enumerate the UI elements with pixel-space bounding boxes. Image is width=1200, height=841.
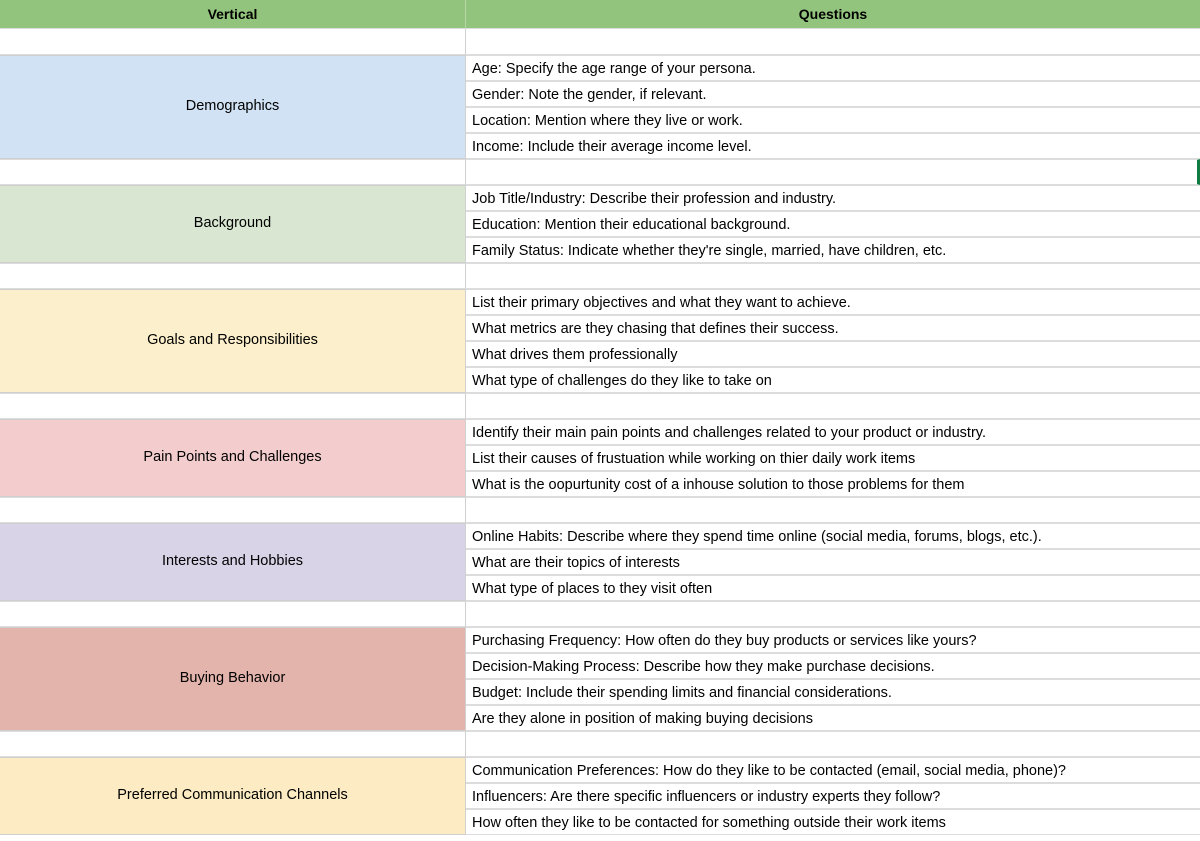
- selected-cell-questions[interactable]: [466, 159, 1200, 185]
- table-row: [0, 523, 1200, 601]
- question-cell[interactable]: Identify their main pain points and challenges related to your product or industry.: [466, 419, 1200, 445]
- table-body: [0, 28, 1200, 835]
- questions-cell-group: [466, 55, 1200, 159]
- spacer-cell-questions[interactable]: [466, 731, 1200, 757]
- question-cell[interactable]: What drives them professionally: [466, 341, 1200, 367]
- questions-cell-group: [466, 757, 1200, 835]
- column-header-vertical-label: Vertical: [207, 6, 258, 22]
- vertical-category-label: Buying Behavior: [179, 670, 286, 687]
- questions-cell-group: [466, 185, 1200, 263]
- question-cell[interactable]: Purchasing Frequency: How often do they buy products or services like yours?: [466, 627, 1200, 653]
- question-cell[interactable]: Education: Mention their educational background.: [466, 211, 1200, 237]
- question-cell[interactable]: Gender: Note the gender, if relevant.: [466, 81, 1200, 107]
- vertical-category-cell[interactable]: [0, 419, 466, 497]
- question-cell[interactable]: List their causes of frustuation while working on thier daily work items: [466, 445, 1200, 471]
- question-cell[interactable]: Communication Preferences: How do they like to be contacted (email, social media, phone)?: [466, 757, 1200, 783]
- vertical-category-cell[interactable]: [0, 55, 466, 159]
- vertical-category-label: Preferred Communication Channels: [117, 787, 348, 804]
- vertical-category-cell[interactable]: [0, 757, 466, 835]
- table-row: [0, 185, 1200, 263]
- spacer-cell-vertical[interactable]: [0, 393, 466, 419]
- question-cell[interactable]: Decision-Making Process: Describe how they make purchase decisions.: [466, 653, 1200, 679]
- vertical-category-cell[interactable]: [0, 185, 466, 263]
- questions-cell-group: [466, 289, 1200, 393]
- spacer-row[interactable]: [0, 159, 1200, 185]
- spacer-cell-questions[interactable]: [466, 497, 1200, 523]
- column-header-questions-label: Questions: [798, 6, 868, 22]
- spacer-cell-questions[interactable]: [466, 393, 1200, 419]
- question-cell[interactable]: Family Status: Indicate whether they're single, married, have children, etc.: [466, 237, 1200, 263]
- spacer-cell-questions[interactable]: [466, 601, 1200, 627]
- spacer-cell-vertical[interactable]: [0, 28, 466, 55]
- spacer-row[interactable]: [0, 497, 1200, 523]
- question-cell[interactable]: List their primary objectives and what they want to achieve.: [466, 289, 1200, 315]
- questions-cell-group: [466, 627, 1200, 731]
- spacer-row[interactable]: [0, 601, 1200, 627]
- question-cell[interactable]: Are they alone in position of making buying decisions: [466, 705, 1200, 731]
- vertical-category-cell[interactable]: [0, 289, 466, 393]
- question-cell[interactable]: Online Habits: Describe where they spend time online (social media, forums, blogs, etc.).: [466, 523, 1200, 549]
- question-cell[interactable]: Influencers: Are there specific influencers or industry experts they follow?: [466, 783, 1200, 809]
- question-cell[interactable]: Age: Specify the age range of your persona.: [466, 55, 1200, 81]
- question-cell[interactable]: What metrics are they chasing that defines their success.: [466, 315, 1200, 341]
- question-cell[interactable]: Budget: Include their spending limits and financial considerations.: [466, 679, 1200, 705]
- spacer-cell-vertical[interactable]: [0, 497, 466, 523]
- spacer-cell-questions[interactable]: [466, 263, 1200, 289]
- spacer-cell-vertical[interactable]: [0, 263, 466, 289]
- spacer-cell-vertical[interactable]: [0, 731, 466, 757]
- question-cell[interactable]: What are their topics of interests: [466, 549, 1200, 575]
- vertical-category-label: Pain Points and Challenges: [143, 449, 322, 466]
- table-row: [0, 627, 1200, 731]
- vertical-category-cell[interactable]: [0, 523, 466, 601]
- column-header-questions[interactable]: [466, 0, 1200, 28]
- table-header-row: [0, 0, 1200, 28]
- column-header-vertical[interactable]: [0, 0, 466, 28]
- vertical-category-label: Goals and Responsibilities: [147, 332, 318, 349]
- spacer-row[interactable]: [0, 393, 1200, 419]
- table-row: [0, 289, 1200, 393]
- spacer-row[interactable]: [0, 263, 1200, 289]
- question-cell[interactable]: What type of places to they visit often: [466, 575, 1200, 601]
- spacer-cell-vertical[interactable]: [0, 159, 466, 185]
- question-cell[interactable]: Income: Include their average income level.: [466, 133, 1200, 159]
- spacer-row[interactable]: [0, 731, 1200, 757]
- table-row: [0, 757, 1200, 835]
- questions-cell-group: [466, 523, 1200, 601]
- vertical-category-label: Background: [193, 215, 272, 232]
- vertical-category-label: Interests and Hobbies: [161, 553, 304, 570]
- questions-cell-group: [466, 419, 1200, 497]
- spacer-cell-questions[interactable]: [466, 28, 1200, 55]
- table-row: [0, 419, 1200, 497]
- table-row: [0, 55, 1200, 159]
- vertical-category-label: Demographics: [185, 98, 280, 115]
- question-cell[interactable]: Job Title/Industry: Describe their profession and industry.: [466, 185, 1200, 211]
- question-cell[interactable]: What type of challenges do they like to take on: [466, 367, 1200, 393]
- spacer-cell-vertical[interactable]: [0, 601, 466, 627]
- spacer-row[interactable]: [0, 28, 1200, 55]
- question-cell[interactable]: How often they like to be contacted for something outside their work items: [466, 809, 1200, 835]
- question-cell[interactable]: What is the oopurtunity cost of a inhouse solution to those problems for them: [466, 471, 1200, 497]
- vertical-category-cell[interactable]: [0, 627, 466, 731]
- question-cell[interactable]: Location: Mention where they live or work.: [466, 107, 1200, 133]
